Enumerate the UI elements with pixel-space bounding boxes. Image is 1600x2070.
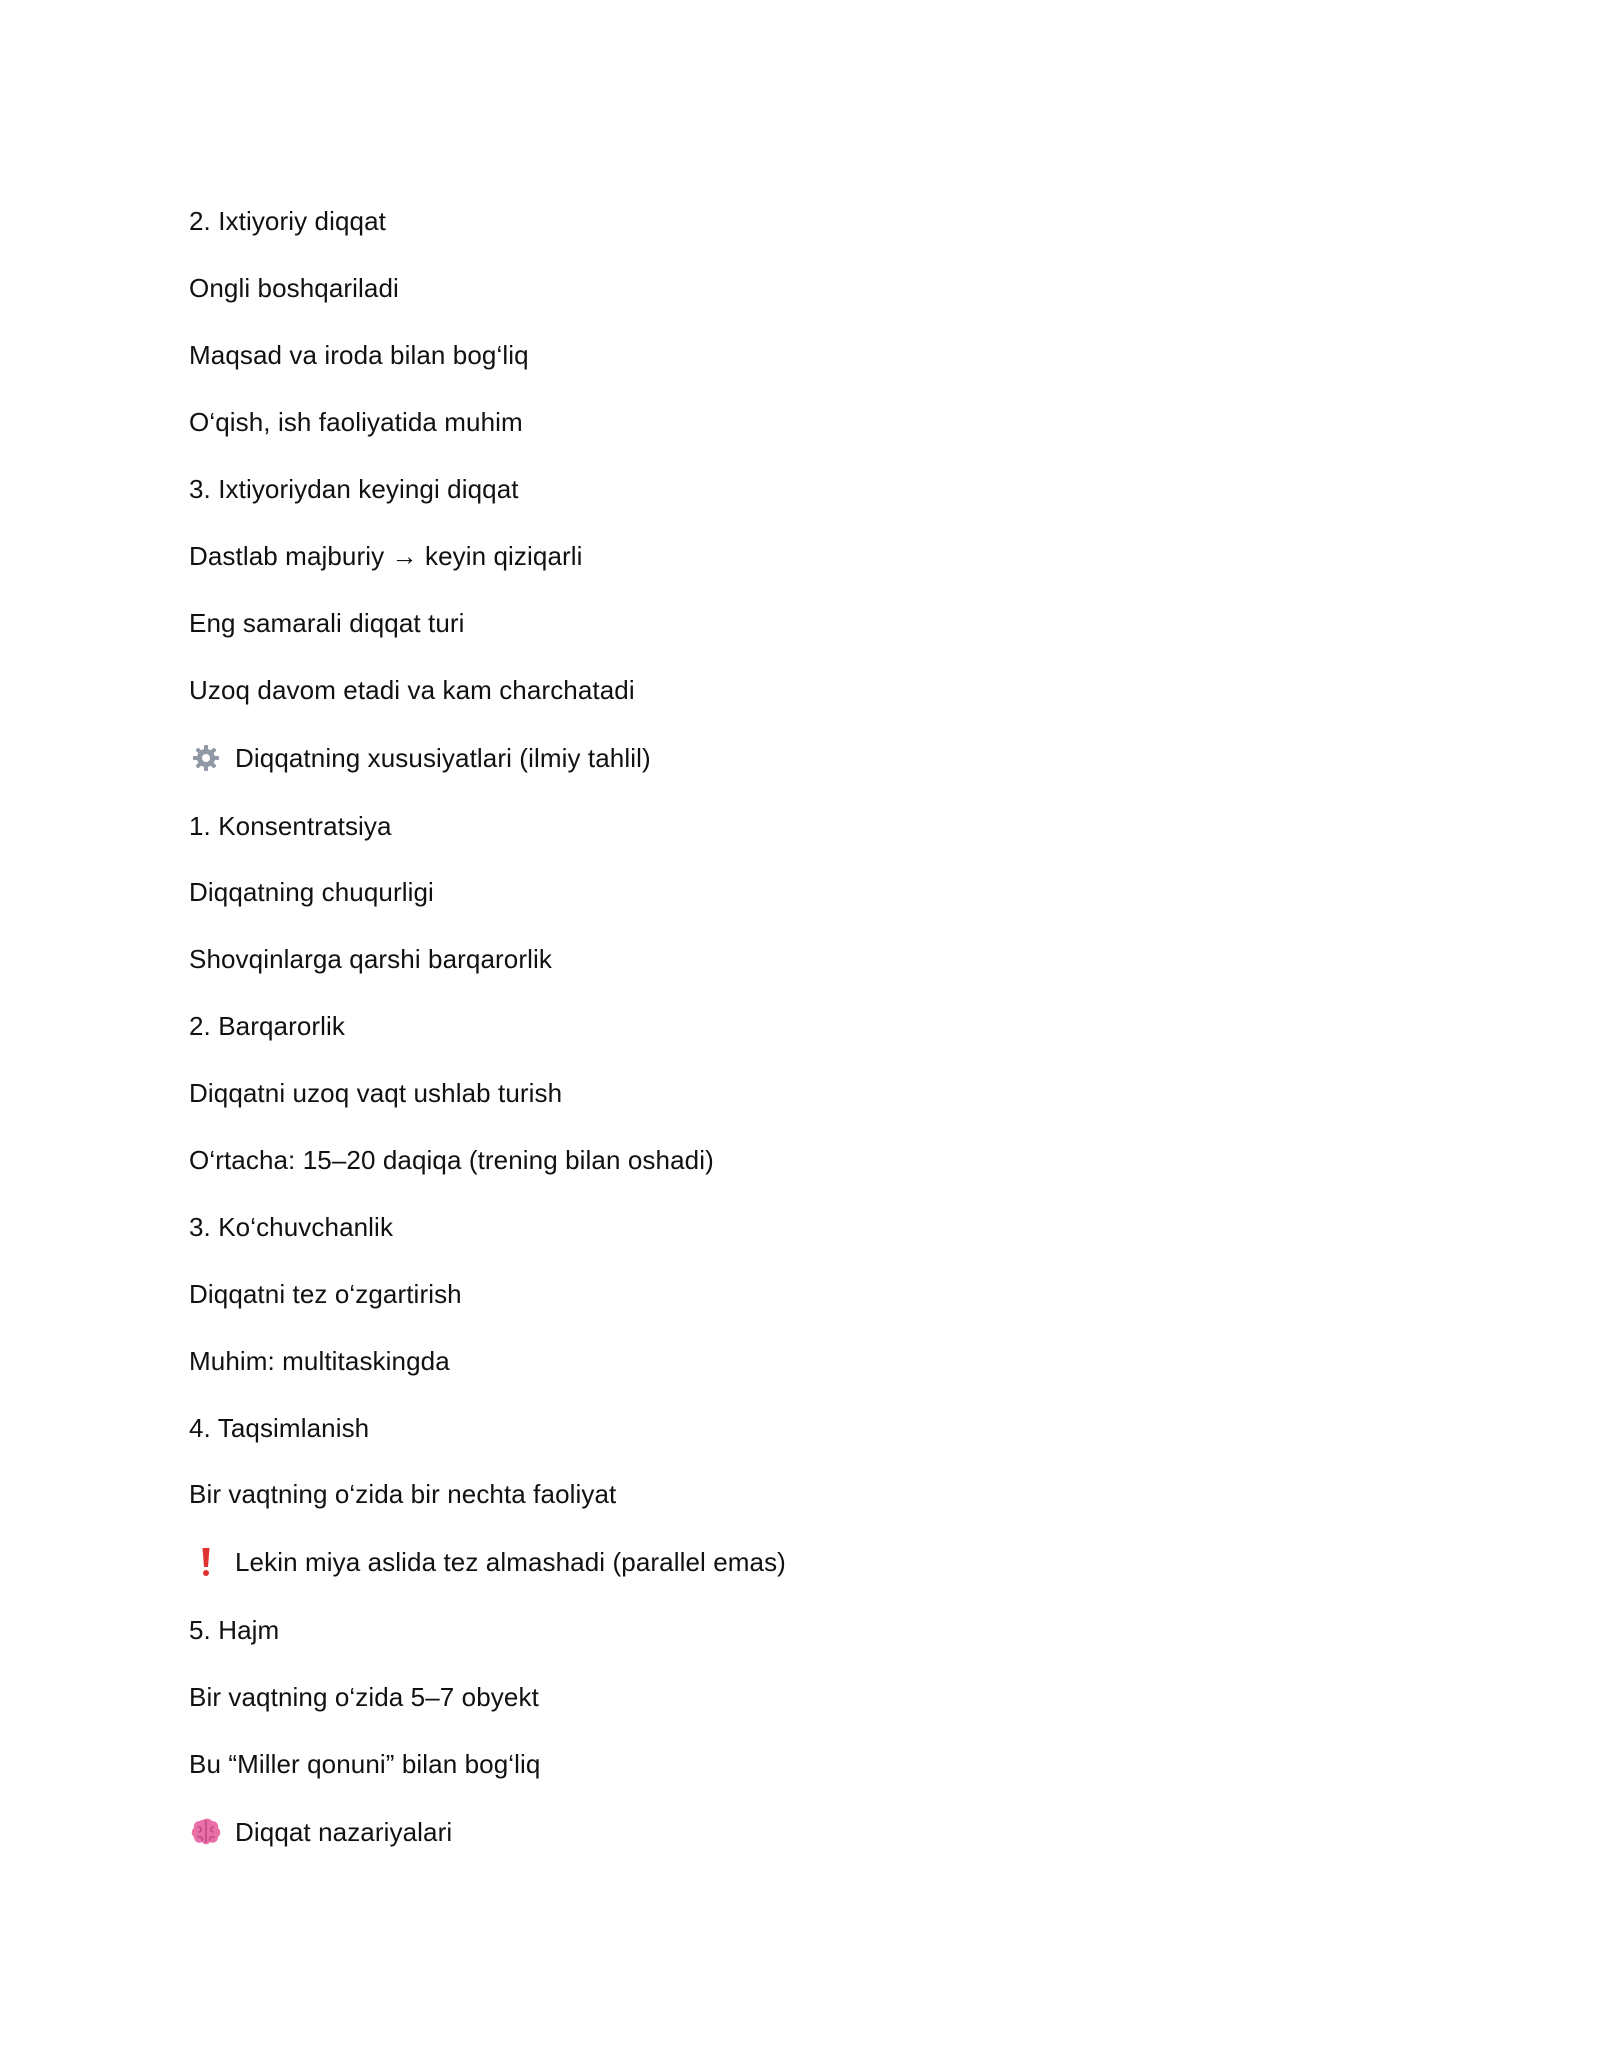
document-content xyxy=(189,188,1409,1867)
paragraph-line: O‘qish, ish faoliyatida muhim xyxy=(189,407,523,438)
paragraph-line: Bir vaqtning o‘zida 5–7 obyekt xyxy=(189,1682,539,1713)
heading-volume: 5. Hajm xyxy=(189,1615,280,1646)
heading-voluntary-attention: 2. Ixtiyoriy diqqat xyxy=(189,206,386,237)
paragraph-line: Dastlab majburiy → keyin qiziqarli xyxy=(189,540,583,571)
heading-post-voluntary-attention: 3. Ixtiyoriydan keyingi diqqat xyxy=(189,474,519,504)
exclamation-icon xyxy=(189,1545,223,1579)
paragraph-line: O‘rtacha: 15–20 daqiqa (trening bilan oshadi) xyxy=(189,1145,714,1176)
paragraph-line: Shovqinlarga qarshi barqarorlik xyxy=(189,944,552,975)
brain-icon xyxy=(189,1815,223,1849)
heading-concentration: 1. Konsentratsiya xyxy=(189,810,392,841)
section-heading-attention-properties: Diqqatning xususiyatlari (ilmiy tahlil) xyxy=(189,723,1409,792)
paragraph-line: Diqqatning chuqurligi xyxy=(189,877,434,908)
paragraph-line: Eng samarali diqqat turi xyxy=(189,607,465,638)
paragraph-line: Diqqatni tez o‘zgartirish xyxy=(189,1278,462,1309)
warning-note: Lekin miya aslida tez almashadi (parallel emas) xyxy=(189,1528,1409,1597)
paragraph-line: Bir vaqtning o‘zida bir nechta faoliyat xyxy=(189,1479,617,1510)
paragraph-line: Muhim: multitaskingda xyxy=(189,1345,450,1376)
paragraph-line: Diqqatni uzoq vaqt ushlab turish xyxy=(189,1078,563,1109)
paragraph-line: Uzoq davom etadi va kam charchatadi xyxy=(189,674,635,705)
paragraph-line: Maqsad va iroda bilan bog‘liq xyxy=(189,340,529,371)
paragraph-line: Ongli boshqariladi xyxy=(189,273,399,304)
gear-icon xyxy=(189,741,223,775)
paragraph-line: Bu “Miller qonuni” bilan bog‘liq xyxy=(189,1749,541,1780)
heading-switchability: 3. Ko‘chuvchanlik xyxy=(189,1211,394,1242)
heading-stability: 2. Barqarorlik xyxy=(189,1011,346,1042)
section-heading-attention-theories: Diqqat nazariyalari xyxy=(189,1798,1409,1867)
heading-distribution: 4. Taqsimlanish xyxy=(189,1412,370,1443)
